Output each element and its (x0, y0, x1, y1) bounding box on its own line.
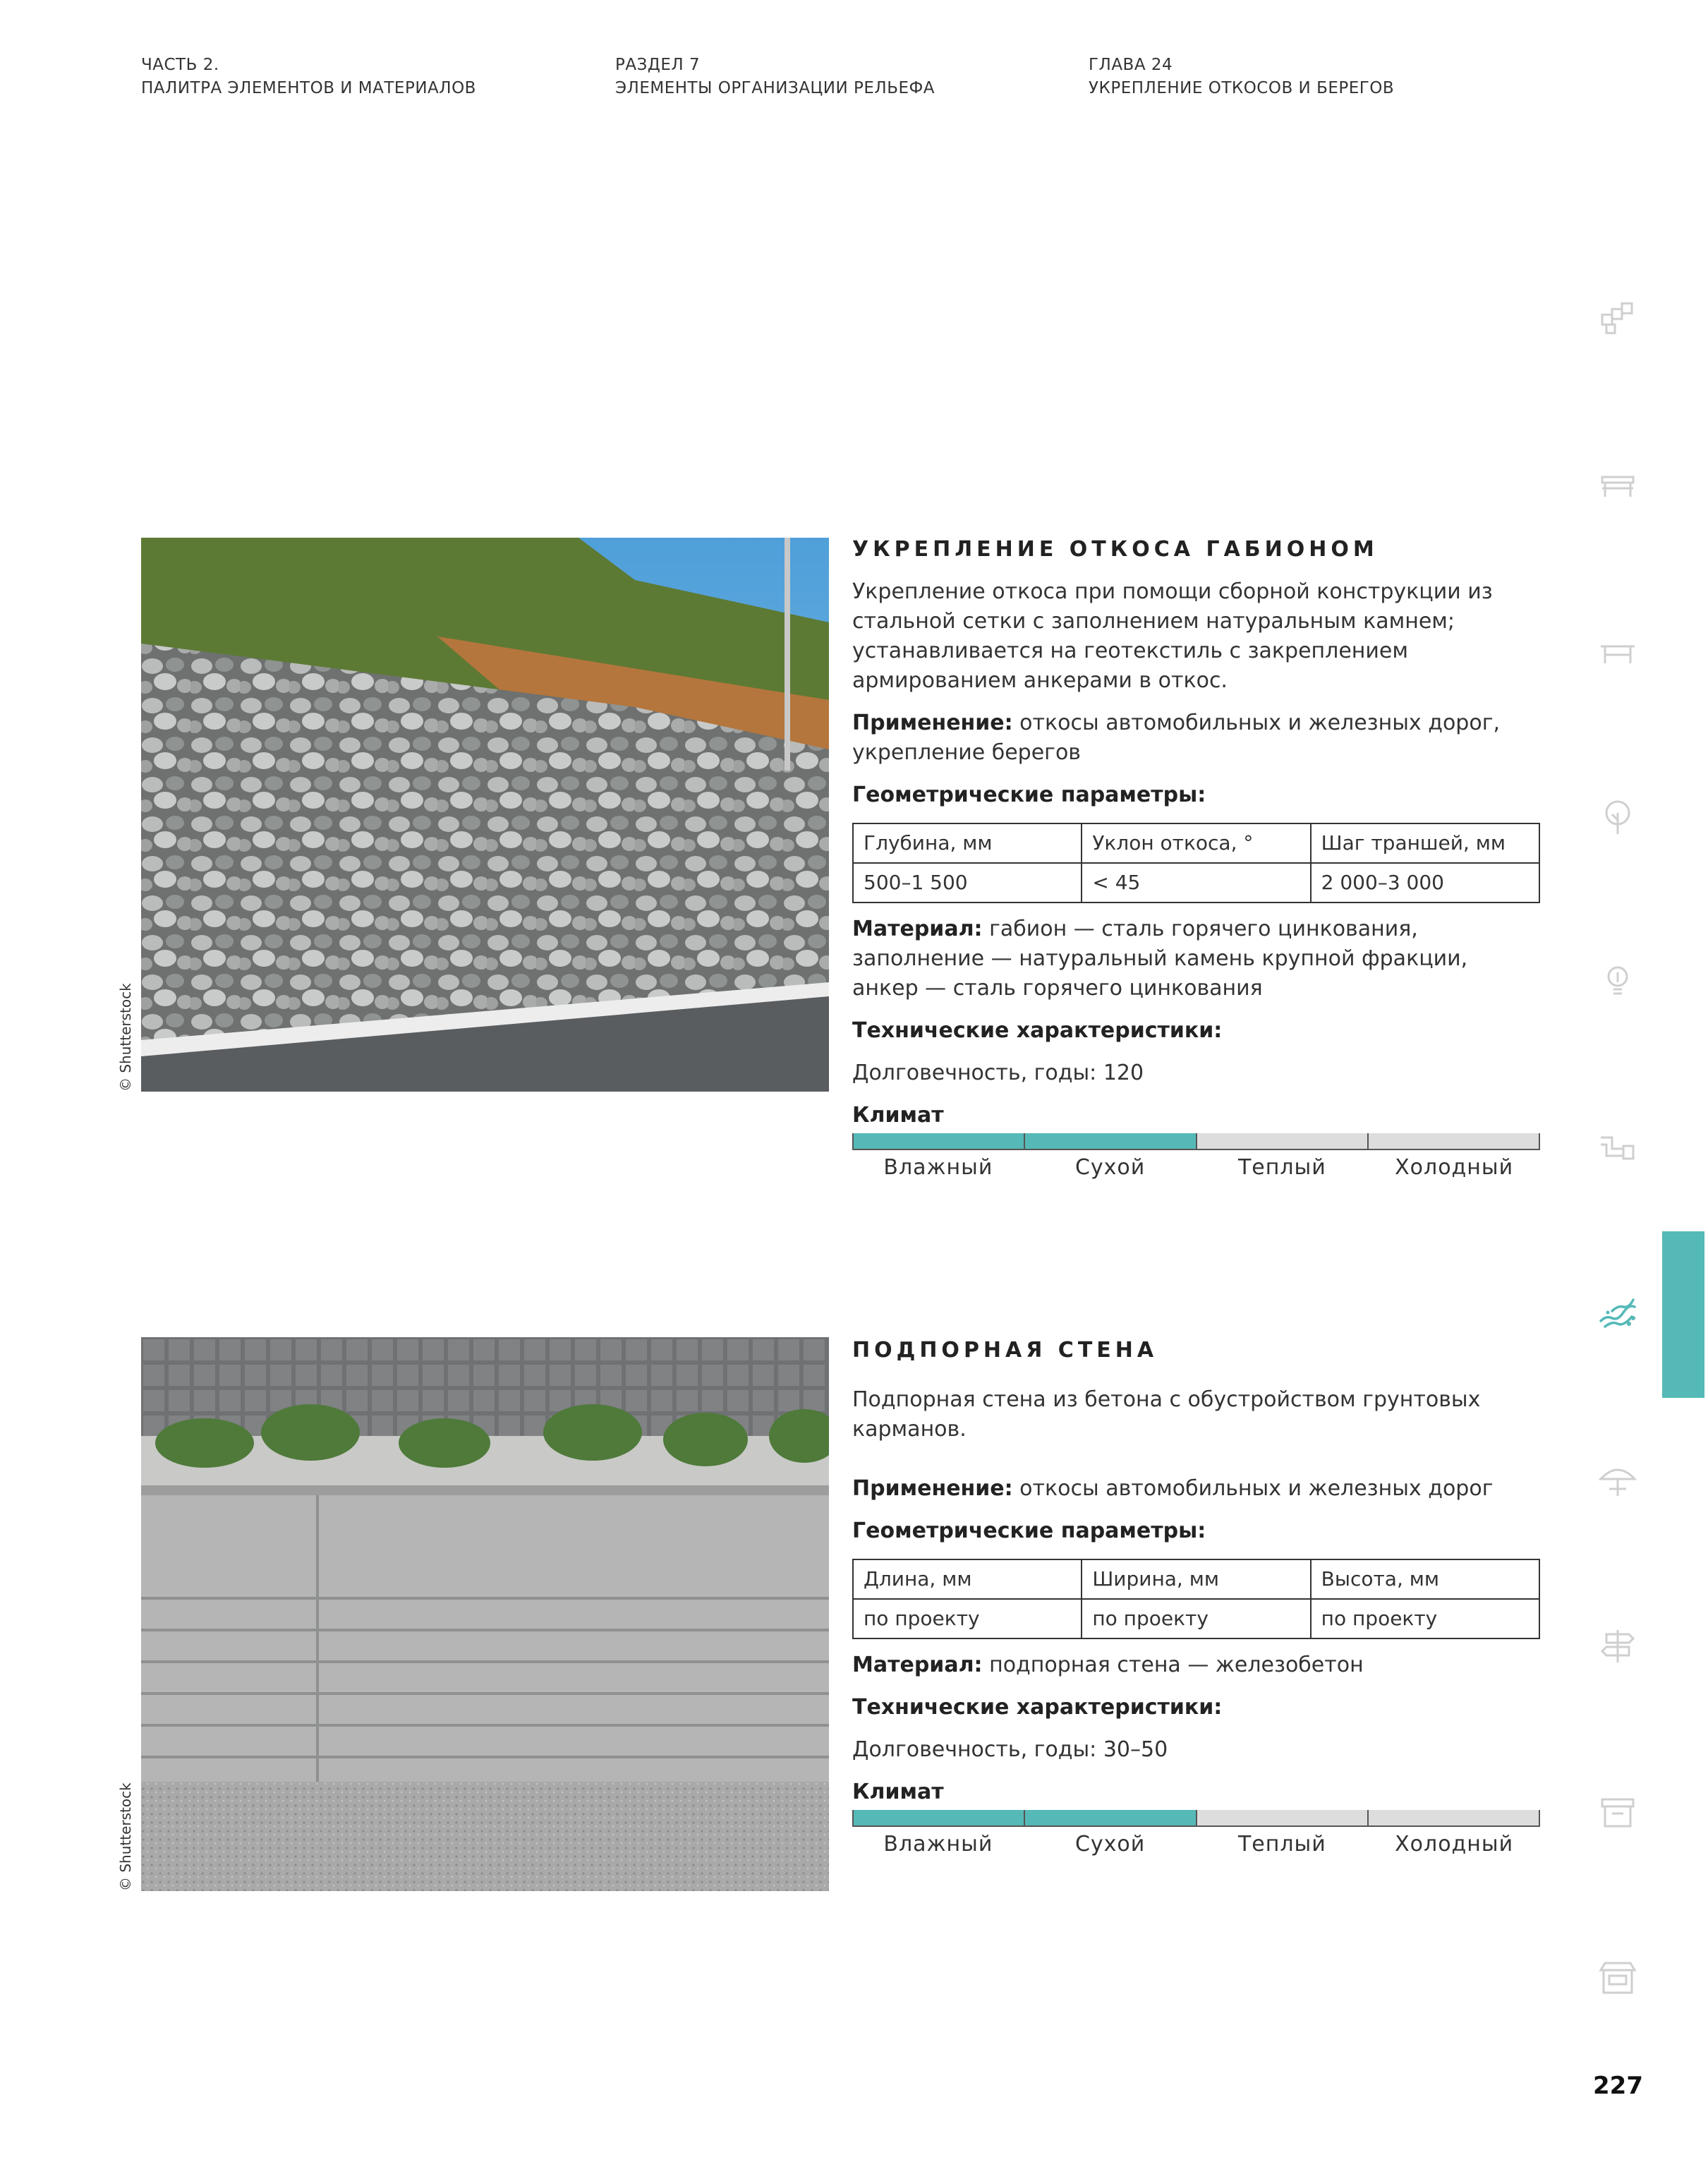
climate-segment-humid (852, 1133, 1025, 1149)
pipe-icon[interactable] (1598, 1128, 1637, 1167)
climate-bar (852, 1133, 1540, 1150)
table-header-cell: Уклон откоса, ° (1082, 823, 1310, 863)
climate-label-dry: Сухой (1074, 1832, 1146, 1857)
climate-label: Климат (852, 1780, 944, 1804)
application-label: Применение: (852, 1476, 1013, 1501)
blocks-icon[interactable] (1598, 299, 1637, 339)
tech-label: Технические характеристики: (852, 1695, 1223, 1720)
umbrella-icon[interactable] (1598, 1459, 1637, 1499)
climate-label: Климат (852, 1103, 944, 1128)
table-cell: < 45 (1082, 863, 1310, 903)
tech-label: Технические характеристики: (852, 1018, 1223, 1043)
section-title: ПОДПОРНАЯ СТЕНА (852, 1338, 1158, 1363)
table-cell: по проекту (1311, 1599, 1539, 1638)
header-part (141, 54, 476, 100)
material-paragraph (852, 1650, 1540, 1680)
header-section (615, 54, 935, 100)
climate-segment-dry (1025, 1810, 1197, 1825)
photo-credit-1: © Shutterstock (117, 983, 134, 1092)
table-row (853, 863, 1539, 903)
section-retaining-wall (852, 1336, 1540, 1859)
table-header-row (853, 823, 1539, 863)
table-header-cell: Ширина, мм (1082, 1559, 1310, 1599)
application-text: откосы автомобильных и железных дорог (1012, 1476, 1494, 1501)
material-paragraph (852, 915, 1540, 1003)
table-row (853, 1599, 1539, 1638)
lamp-icon[interactable] (1598, 961, 1637, 1001)
header-section-line2: ЭЛЕМЕНТЫ ОРГАНИЗАЦИИ РЕЛЬЕФА (615, 79, 935, 97)
table-icon[interactable] (1598, 632, 1637, 672)
material-text: подпорная стена — железобетон (982, 1653, 1364, 1677)
table-cell: по проекту (1082, 1599, 1310, 1638)
climate-label-dry: Сухой (1074, 1155, 1146, 1180)
durability-text: Долговечность, годы: 30–50 (852, 1737, 1168, 1762)
table-header-row (853, 1559, 1539, 1599)
box-icon[interactable] (1598, 1792, 1637, 1832)
climate-label-cold: Холодный (1395, 1155, 1514, 1180)
climate-segment-cold (1369, 1810, 1540, 1825)
geometry-label: Геометрические параметры: (852, 783, 1206, 807)
climate-label-humid: Влажный (883, 1832, 993, 1857)
header-chapter-line1: ГЛАВА 24 (1089, 56, 1173, 74)
material-label: Материал: (852, 1653, 983, 1677)
gabion-photo (141, 538, 829, 1092)
section-description: Укрепление откоса при помощи сборной конструкции из стальной сетки с заполнением натуральным камнем; устанавливается на геотекстиль с закреплением армированием анкерами в откос. (852, 579, 1493, 693)
application-label: Применение: (852, 711, 1013, 735)
table-header-cell: Длина, мм (853, 1559, 1082, 1599)
application-paragraph (852, 708, 1540, 768)
signpost-icon[interactable] (1598, 1626, 1637, 1665)
climate-label-warm: Теплый (1237, 1832, 1326, 1857)
climate-labels (852, 1153, 1540, 1183)
application-text: откосы автомобильных и железных дорог, укрепление берегов (852, 711, 1501, 765)
durability-text: Долговечность, годы: 120 (852, 1061, 1144, 1085)
photo-credit-2: © Shutterstock (117, 1782, 134, 1891)
climate-labels (852, 1830, 1540, 1859)
table-cell: по проекту (853, 1599, 1082, 1638)
climate-segment-warm (1197, 1810, 1369, 1825)
page-number: 227 (1593, 2072, 1643, 2100)
terrain-icon[interactable] (1598, 1293, 1637, 1332)
section-description: Подпорная стена из бетона с обустройством грунтовых карманов. (852, 1387, 1481, 1442)
section-gabion (852, 535, 1540, 1183)
climate-segment-dry (1025, 1133, 1197, 1149)
geometry-table (852, 1559, 1540, 1639)
geometry-label: Геометрические параметры: (852, 1519, 1206, 1543)
retaining-wall-photo (141, 1337, 829, 1891)
material-label: Материал: (852, 917, 983, 941)
climate-segment-humid (852, 1810, 1025, 1825)
kiosk-icon[interactable] (1598, 1957, 1637, 1997)
climate-bar (852, 1810, 1540, 1827)
geometry-table (852, 823, 1540, 903)
material-text: габион — сталь горячего цинкования, заполнение — натуральный камень крупной фракции, анкер — сталь горячего цинкования (852, 917, 1468, 1001)
table-header-cell: Глубина, мм (853, 823, 1082, 863)
header-chapter (1089, 54, 1394, 100)
table-header-cell: Высота, мм (1311, 1559, 1539, 1599)
table-cell: 500–1 500 (853, 863, 1082, 903)
header-part-line1: ЧАСТЬ 2. (141, 56, 219, 74)
header-section-line1: РАЗДЕЛ 7 (615, 56, 701, 74)
table-cell: 2 000–3 000 (1311, 863, 1539, 903)
climate-segment-cold (1369, 1133, 1540, 1149)
header-part-line2: ПАЛИТРА ЭЛЕМЕНТОВ И МАТЕРИАЛОВ (141, 79, 476, 97)
table-header-cell: Шаг траншей, мм (1311, 823, 1539, 863)
application-paragraph (852, 1474, 1540, 1504)
active-chapter-tab[interactable] (1662, 1231, 1704, 1398)
header-chapter-line2: УКРЕПЛЕНИЕ ОТКОСОВ И БЕРЕГОВ (1089, 79, 1395, 97)
climate-segment-warm (1197, 1133, 1369, 1149)
climate-label-humid: Влажный (883, 1155, 993, 1180)
climate-label-cold: Холодный (1395, 1832, 1514, 1857)
bench-icon[interactable] (1598, 466, 1637, 505)
tree-icon[interactable] (1598, 797, 1637, 837)
section-title: УКРЕПЛЕНИЕ ОТКОСА ГАБИОНОМ (852, 537, 1379, 562)
climate-label-warm: Теплый (1237, 1155, 1326, 1180)
